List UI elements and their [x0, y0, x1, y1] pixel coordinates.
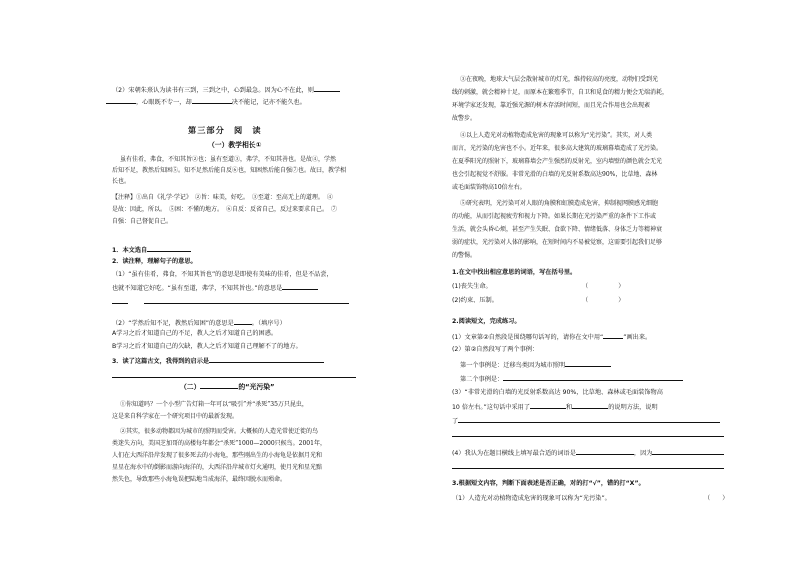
- q2-recitation-cont: ，心眼既不专一，却 决不能记，记亦不能久也。: [106, 97, 306, 107]
- q2-recitation: （2）宋朝朱熹认为读书有三到，三到之中，心到最急。因为心不在此，则: [112, 85, 340, 95]
- answer-blank[interactable]: [452, 462, 724, 469]
- question-2: 2．读注释，理解句子的意思。: [112, 258, 197, 265]
- answer-blank[interactable]: [314, 85, 340, 92]
- answer-blank[interactable]: [565, 360, 611, 367]
- para-4-line: ④以上人造光对动植物造成危害的现象可以称为“光污染”。其实，对人类: [460, 132, 653, 139]
- q3-item-1-answer[interactable]: （ ）: [704, 495, 729, 502]
- notes-line: 【注释】①出自《礼学·学记》 ②旨：味美，好吃。 ③至道：至高无上的道理。 ④: [112, 194, 333, 201]
- q2-1-line: 也就不知道它好吃。“虽有至道，弗学，不知其旨也。”的意思是: [112, 283, 318, 293]
- q3-answer-line: [112, 371, 356, 381]
- answer-blank[interactable]: [458, 416, 720, 423]
- part3-title: 第三部分 阅 读: [188, 125, 262, 135]
- left-column: [112, 0, 372, 561]
- answer-blank[interactable]: [234, 318, 252, 325]
- answer-blank[interactable]: [144, 297, 349, 304]
- para-5-line: ⑤研究表明，光污染可对人眼的角膜和虹膜造成危害，抑制视网膜感光细胞: [460, 200, 659, 207]
- para-2-line: 类迷失方向，美国芝加哥的高楼每年都会“杀死”1000—2000只候鸟。2001年，: [112, 440, 326, 447]
- q1-item-1: (1)丧失生命。: [452, 283, 492, 290]
- question-3: 3.根据短文内容，判断下面表述是否正确，对的打“√”，错的打“X”。: [452, 480, 645, 487]
- right-column: [452, 0, 738, 561]
- q2-4-answer-line: [452, 462, 724, 472]
- example-2: 第二个事例是：: [460, 374, 683, 384]
- q2-3-line: 了: [452, 416, 720, 426]
- q1-item-2: (2)约束、压制。: [452, 297, 498, 304]
- para-4-line: 而言，光污染的危害也不小。近年来，很多高大建筑的玻璃幕墙造成了光污染。: [452, 145, 663, 152]
- q2-1-line: （1）“虽有佳肴，弗食，不知其旨也”的意思是即使有美味的佳肴，但是不品尝，: [112, 271, 333, 278]
- q2-3-line: (3）“非常光滑的白墙的光反射系数高达 90%，比草地、森林或毛面装饰物高: [452, 389, 663, 396]
- answer-blank[interactable]: [530, 402, 566, 409]
- q2-4-line: (4）我认为在题目横线上填写最合适的词语是 ，因为: [452, 448, 724, 458]
- answer-blank[interactable]: [576, 448, 634, 455]
- para-5-line: 生活，就会头昏心烦，甚至产生失眠、食欲下降、情绪低落、身体乏力等精神衰: [452, 226, 663, 233]
- para-2-line: 然失色，导致那些小海龟误把陆地当成海洋，最终因脱水而殒命。: [112, 476, 287, 483]
- notes-line: 自强：自己督促自己。: [112, 218, 173, 225]
- q2-1-line: (1）文章第②自然段是围绕哪句话写的，请你在文中用“ ”画出来。: [452, 334, 652, 341]
- answer-blank[interactable]: [652, 448, 724, 455]
- section1-title: （一）教学相长①: [208, 141, 262, 149]
- answer-blank[interactable]: [106, 97, 136, 104]
- para-2-line: ②其实，很多动物都因为城市的照明而受害。大概候的人造光常使迁徙的鸟: [120, 428, 319, 435]
- para-1-line: 这是来自科学家在一个研究项目中的最新发现。: [112, 413, 239, 420]
- passage-line: 长也。: [112, 178, 131, 185]
- answer-blank[interactable]: [112, 371, 356, 378]
- q2-3-answer-line: [452, 430, 724, 440]
- para-3-line: ③在夜晚，地球大气层会散射城市的灯光，维持较高的亮度，动物们受到光: [460, 76, 659, 83]
- q2-1-answer-line: [112, 297, 349, 307]
- passage-line: 后知不足，教然后知困⑤。知不足然后能自反⑥也，知困然后能自强⑦也。故曰，教学相: [112, 167, 347, 174]
- option-b: B学习之后才知道自己的欠缺，教人之后才知道自己理解不了的地方。: [112, 343, 302, 350]
- para-2-line: 人们在大西洋沿岸发现了很多死去的小海龟，那些刚出生的小海龟是依据月光和: [112, 452, 323, 459]
- passage-line: 虽有佳肴，弗食，不知其旨②也；虽有至道③，弗学，不知其善也。是故④，学然: [120, 156, 337, 163]
- section2-title: （二） 的“光污染”: [180, 383, 275, 391]
- example-1: 第一个事例是：迁移鸟类因为城市照明: [460, 360, 611, 370]
- q2-2-line: （2）“学然后知不足，教然后知困”的意思是 。（填序号）: [112, 320, 286, 327]
- q1-item-1-answer[interactable]: （ ）: [582, 283, 625, 290]
- answer-blank[interactable]: [503, 374, 683, 381]
- para-5-line: 弱的症状，光污染对人体的影响，在短时间内不易被觉察，这需要引起我们足够: [452, 239, 663, 246]
- option-a: A学习之后才知道自己的不足，教人之后才知道自己的困惑。: [112, 330, 278, 337]
- para-3-line: 故警步。: [452, 115, 477, 122]
- title-blank[interactable]: [200, 382, 238, 389]
- q3-item-1: （1）人造光对动植物造成危害的现象可以称为“光污染”。: [452, 495, 611, 502]
- answer-blank[interactable]: [192, 97, 232, 104]
- answer-blank[interactable]: [452, 430, 724, 437]
- answer-blank[interactable]: [112, 297, 128, 304]
- answer-blank[interactable]: [209, 356, 324, 363]
- para-1-line: ①你知道吗？一个小型广告灯箱一年可以“吸引”并“杀死”35万只昆虫，: [120, 401, 308, 408]
- para-3-line: 线的刺激，就会精神十足，而原本在繁殖季节，自卫和觅食的精力便会无端消耗，: [452, 89, 669, 96]
- question-1: 1．本文选自: [112, 245, 191, 255]
- para-5-line: 的功能，从而引起视疲劳和视力下降。如果长期在光污染严重的条件下工作或: [452, 213, 657, 220]
- para-2-line: 星星在海水中的倒影而游向海洋的，大西洋沿岸城市灯火通明，使月光和星光黯: [112, 464, 323, 471]
- question-1: 1.在文中找出相应意思的词语，写在括号里。: [452, 269, 577, 276]
- para-4-line: 或毛面装饰物高10倍左右。: [452, 184, 526, 191]
- para-5-line: 的警惕。: [452, 252, 477, 259]
- para-4-line: 在夏季阳光的照射下，玻璃幕墙会产生强烈的反射光，室内墙壁的颜色就会无光: [452, 158, 663, 165]
- answer-blank[interactable]: [147, 245, 191, 252]
- answer-blank[interactable]: [603, 332, 623, 339]
- question-3: 3．读了这篇古文，我得到的启示是: [112, 356, 324, 366]
- para-4-line: 也会引起视觉不舒服。非常光滑的白墙的光反射系数高达90%，比草地、森林: [452, 171, 658, 178]
- q2-2-line: (2）第②自然段写了两个事例：: [452, 346, 539, 353]
- answer-blank[interactable]: [572, 402, 608, 409]
- q1-item-2-answer[interactable]: （ ）: [582, 297, 625, 304]
- notes-line: 是故：因此，所以。 ⑤困：不懂的地方。 ⑥自反：反省自己，反过来要求自己。 ⑦: [112, 206, 338, 213]
- q2-3-line: 10 倍左右。”这句话中采用了 和 的说明方法，说明: [452, 404, 658, 411]
- answer-blank[interactable]: [282, 283, 318, 290]
- para-3-line: 环境学家还发现，靠近强光源的树木存活时间短，而且光合作用也会出现紊: [452, 102, 651, 109]
- question-2: 2.阅读短文，完成练习。: [452, 318, 521, 325]
